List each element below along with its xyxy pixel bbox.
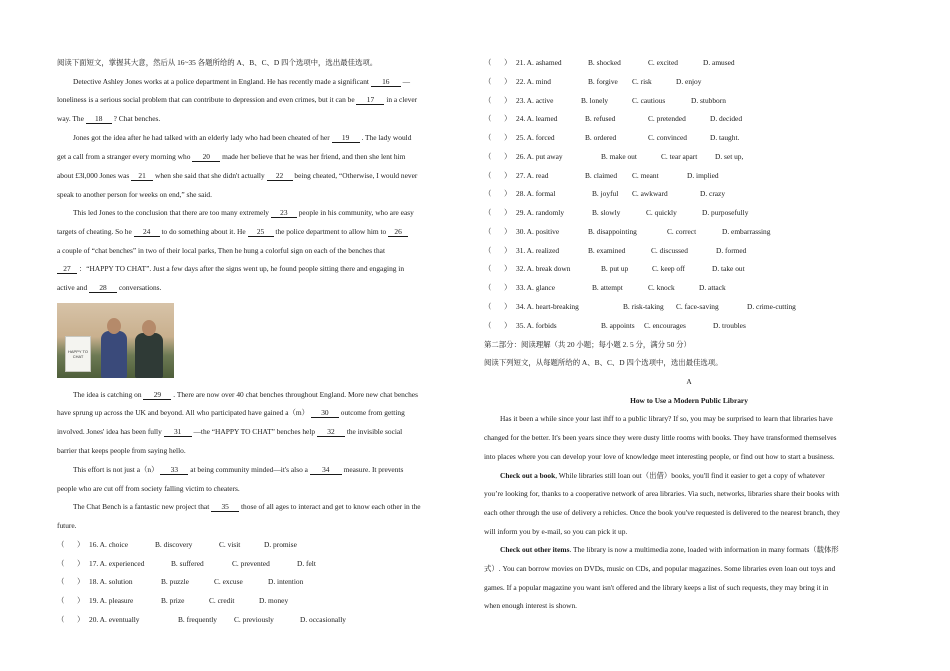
cloze-p2-line1: Jones got the idea after he had talked with an elderly lady who had been cheated of her 19 . The lady would	[73, 133, 412, 142]
blank-20[interactable]: 20	[192, 153, 220, 162]
option-num: 27. A. read	[516, 170, 549, 180]
option-d: D. take out	[712, 264, 745, 274]
passage-p3-line1: Check out other items. The library is now a multimedia zone, loaded with information in many formats（载体形	[500, 545, 839, 554]
chat-bench-photo	[57, 303, 174, 378]
option-b: B. disappointing	[588, 226, 637, 236]
person-left	[101, 331, 127, 378]
blank-26[interactable]: 26	[388, 228, 408, 237]
cloze-p3-line1: This led Jones to the conclusion that there are too many extremely 23 people in his community, who are easy	[73, 208, 414, 217]
option-num: 22. A. mind	[516, 76, 551, 86]
section-label: A	[686, 377, 692, 386]
option-num: 32. A. break down	[516, 264, 571, 274]
option-num: 26. A. put away	[516, 151, 563, 161]
passage-p1-line1: Has it been a while since your last ihff to a public library? If so, you may be surprised to learn that libraries have	[500, 414, 833, 423]
option-num: 23. A. active	[516, 95, 554, 105]
option-c: C. quickly	[646, 208, 677, 217]
cloze-p5-line2: people who are cut off from society falling victim to cheaters.	[57, 484, 240, 493]
option-close: ）	[504, 151, 512, 161]
blank-25[interactable]: 25	[248, 228, 274, 237]
cloze-p1-line3: way. The 18 ? Chat benches.	[57, 114, 161, 123]
blank-31[interactable]: 31	[164, 428, 192, 437]
blank-21[interactable]: 21	[131, 172, 153, 181]
option-b: B. lonely	[581, 95, 609, 105]
option-paren: （	[484, 58, 492, 67]
option-b: B. joyful	[592, 189, 619, 199]
option-d: D. crazy	[700, 189, 726, 199]
option-d: D. troubles	[713, 320, 746, 330]
cloze-p2-line3: about £3l,000 Jones was 21 when she said that she didn't actually 22 being cheated, “Otherwise, I would never	[57, 171, 418, 180]
option-d: D. set up,	[715, 151, 744, 161]
option-b: B. attempt	[592, 283, 623, 292]
option-b: B. ordered	[585, 133, 617, 142]
option-close: ）	[504, 301, 512, 311]
cloze-p6-line2: future.	[57, 521, 77, 530]
cloze-p2-line4: speak to another person for weeks on end,” she said.	[57, 190, 212, 199]
option-d: D. embarrassing	[722, 226, 771, 236]
option-d: D. attack	[699, 283, 726, 292]
blank-18[interactable]: 18	[86, 115, 112, 124]
option-paren: （	[484, 264, 492, 274]
blank-29[interactable]: 29	[143, 391, 171, 400]
person-right	[135, 333, 163, 378]
cloze-p2-line2: get a call from a stranger every morning who 20 made her believe that he was her friend, and then she lent him	[57, 152, 406, 161]
cloze-p3-line2: targets of cheating. So he 24 to do something about it. He 25 the police department to allow him to 26	[57, 227, 408, 237]
option-c: C. tear apart	[661, 151, 698, 161]
option-b: B. make out	[601, 151, 637, 161]
option-b: B. refused	[585, 114, 616, 124]
option-b: B. examined	[588, 245, 626, 255]
option-close: ）	[504, 133, 512, 142]
blank-17[interactable]: 17	[356, 96, 384, 105]
option-num: 24. A. learned	[516, 114, 558, 124]
blank-35[interactable]: 35	[211, 503, 239, 512]
option-paren: （	[484, 151, 492, 161]
option-paren: （	[484, 301, 492, 311]
option-num: 35. A. forbids	[516, 320, 557, 330]
option-close: ）	[504, 264, 512, 274]
option-close: ）	[504, 95, 512, 105]
option-paren: （	[484, 170, 492, 180]
passage-p1-line3: into places where you can develop your love of knowledge meet interesting people, or find out how to start a business.	[484, 452, 835, 461]
cloze-p3-line3: a couple of “chat benches” in two of their local parks, Then he hung a colorful sign on each of the benches that	[57, 246, 386, 255]
passage-p2-line2: you’re looking for, thanks to a cooperative network of area libraries. Via such, networks, libraries share their books with	[484, 489, 840, 498]
option-d: D. stubborn	[691, 95, 726, 105]
person-left-head	[107, 318, 121, 334]
option-b: B. forgive	[588, 76, 618, 86]
cloze-p1-line2: loneliness is a serious social problem that can contribute to depression and even crimes, but it can be 17 in a clever	[57, 95, 418, 104]
option-c: C. keep off	[652, 264, 685, 274]
option-c: C. risk	[632, 76, 652, 86]
passage-p3-line3: games. If a popular magazine you want isn't offered and the library keeps a list of such requests, they may bring it in	[484, 583, 829, 592]
passage-p3-line4: when enough interest is shown.	[484, 601, 577, 610]
passage-p2-line1: Check out a book, While libraries still loan out（出借）books, you'll find it easier to get a copy of whatever	[500, 471, 825, 480]
option-num: 21. A. ashamed	[516, 58, 562, 67]
option-paren: （	[484, 95, 492, 105]
blank-34[interactable]: 34	[310, 466, 342, 475]
option-c: C. awkward	[632, 189, 668, 199]
option-paren: （	[484, 114, 492, 124]
option-c: C. discussed	[651, 245, 688, 255]
cloze-p3-line4: 27 ：“HAPPY TO CHAT”. Just a few days after the signs went up, he found people sitting there and engaging in	[57, 264, 404, 274]
option-b: B. put up	[601, 264, 629, 274]
cloze-p4-line4: barrier that keeps people from saying hello.	[57, 446, 186, 455]
option-paren: （	[484, 320, 492, 330]
option-b: B. risk-taking	[623, 301, 664, 311]
part2-instruction: 阅读下列短文，从每题所给的 A、B、C、D 四个选项中，选出最佳选项。	[484, 358, 723, 367]
option-close: ）	[504, 283, 512, 292]
cloze-p4-line1: The idea is catching on 29 . There are now over 40 chat benches throughout England. More new chat benches	[73, 390, 418, 399]
option-c: C. face-saving	[676, 301, 719, 311]
passage-title: How to Use a Modern Public Library	[630, 396, 748, 405]
option-close: ）	[504, 114, 512, 124]
blank-30[interactable]: 30	[311, 409, 339, 418]
option-num: 30. A. positive	[516, 226, 560, 236]
option-paren: （	[484, 208, 492, 217]
option-close: ）	[504, 170, 512, 180]
option-c: C. cautious	[632, 95, 666, 105]
option-d: D. crime-cutting	[747, 301, 796, 311]
cloze-p6-line1: The Chat Bench is a fantastic new project that 35 those of all ages to interact and get to know each other in the	[73, 502, 421, 511]
option-num: 33. A. glance	[516, 283, 555, 292]
blank-22[interactable]: 22	[267, 172, 293, 181]
part2-heading: 第二部分：阅读理解（共 20 小题；每小题 2. 5 分，满分 50 分）	[484, 340, 691, 349]
blank-33[interactable]: 33	[160, 466, 188, 475]
cloze-p3-line5: active and 28 conversations.	[57, 283, 162, 292]
option-c: C. excited	[648, 58, 678, 67]
option-d: D. taught.	[710, 133, 740, 142]
option-b: B. slowly	[592, 208, 621, 217]
option-c: C. knock	[648, 283, 675, 292]
option-paren: （	[484, 133, 492, 142]
blank-16[interactable]: 16	[371, 78, 401, 87]
blank-24[interactable]: 24	[134, 228, 160, 237]
passage-p3-line2: 式）. You can borrow movies on DVDs, music on CDs, and popular magazines. Some libraries even loan out toys and	[484, 564, 836, 573]
cloze-p5-line1: This effort is not just a（n） 33 at being community minded—it's also a 34 measure. It prevents	[73, 465, 404, 474]
option-num: 29. A. randomly	[516, 208, 565, 217]
cloze-p4-line2: have sprung up across the UK and beyond. All who participated have gained a（m） 30 outcome from getting	[57, 408, 405, 417]
option-b: B. claimed	[585, 170, 618, 180]
blank-27[interactable]: 27	[57, 265, 77, 274]
passage-p2-line4: will inform you by e-mail, so you can pick it up.	[484, 527, 628, 536]
happy-to-chat-sign: HAPPY TO CHAT	[65, 336, 91, 372]
option-paren: （	[484, 283, 492, 292]
option-d: D. formed	[716, 245, 747, 255]
option-d: D. implied	[687, 170, 719, 180]
blank-28[interactable]: 28	[89, 284, 117, 293]
option-d: D. enjoy	[676, 76, 702, 86]
option-num: 28. A. formal	[516, 189, 556, 199]
option-close: ）	[504, 58, 512, 67]
cloze-instruction: 阅读下面短文，掌握其大意，然后从 16~35 各题所给的 A、B、C、D 四个选项中，选出最佳选项。	[57, 58, 378, 67]
blank-32[interactable]: 32	[317, 428, 345, 437]
option-close: ）	[504, 320, 512, 330]
option-b: B. appoints	[601, 320, 635, 330]
option-b: B. shocked	[588, 58, 621, 67]
option-c: C. correct	[667, 226, 697, 236]
option-d: D. decided	[710, 114, 743, 124]
option-paren: （	[484, 76, 492, 86]
person-right-head	[142, 320, 156, 336]
option-close: ）	[504, 208, 512, 217]
option-c: C. convinced	[648, 133, 687, 142]
option-c: C. meant	[632, 170, 659, 180]
passage-p2-line3: each other through the use of delivery a rehicles. Once the book you've requested is delivered to the nearest branch, they	[484, 508, 840, 517]
blank-23[interactable]: 23	[271, 209, 297, 218]
option-num: 34. A. heart-breaking	[516, 301, 579, 311]
option-d: D. purposefully	[702, 208, 749, 217]
option-close: ）	[504, 245, 512, 255]
cloze-p1-line1: Detective Ashley Jones works at a police department in England. He has recently made a significant 16 —	[73, 77, 411, 86]
option-close: ）	[504, 76, 512, 86]
option-paren: （	[484, 189, 492, 199]
passage-p1-line2: changed for the better. It's been years since they were dusty little rooms with books. They have transformed themselves	[484, 433, 837, 442]
option-c: C. pretended	[648, 114, 686, 124]
option-paren: （	[484, 226, 492, 236]
option-num: 25. A. forced	[516, 133, 555, 142]
blank-19[interactable]: 19	[332, 134, 360, 143]
option-num: 31. A. realized	[516, 245, 560, 255]
option-paren: （	[484, 245, 492, 255]
option-c: C. encourages	[644, 320, 686, 330]
cloze-p4-line3: involved. Jones' idea has been fully 31 —the “HAPPY TO CHAT” benches help 32 the invisible social	[57, 427, 403, 436]
option-close: ）	[504, 226, 512, 236]
option-d: D. amused	[703, 58, 735, 67]
option-close: ）	[504, 189, 512, 199]
